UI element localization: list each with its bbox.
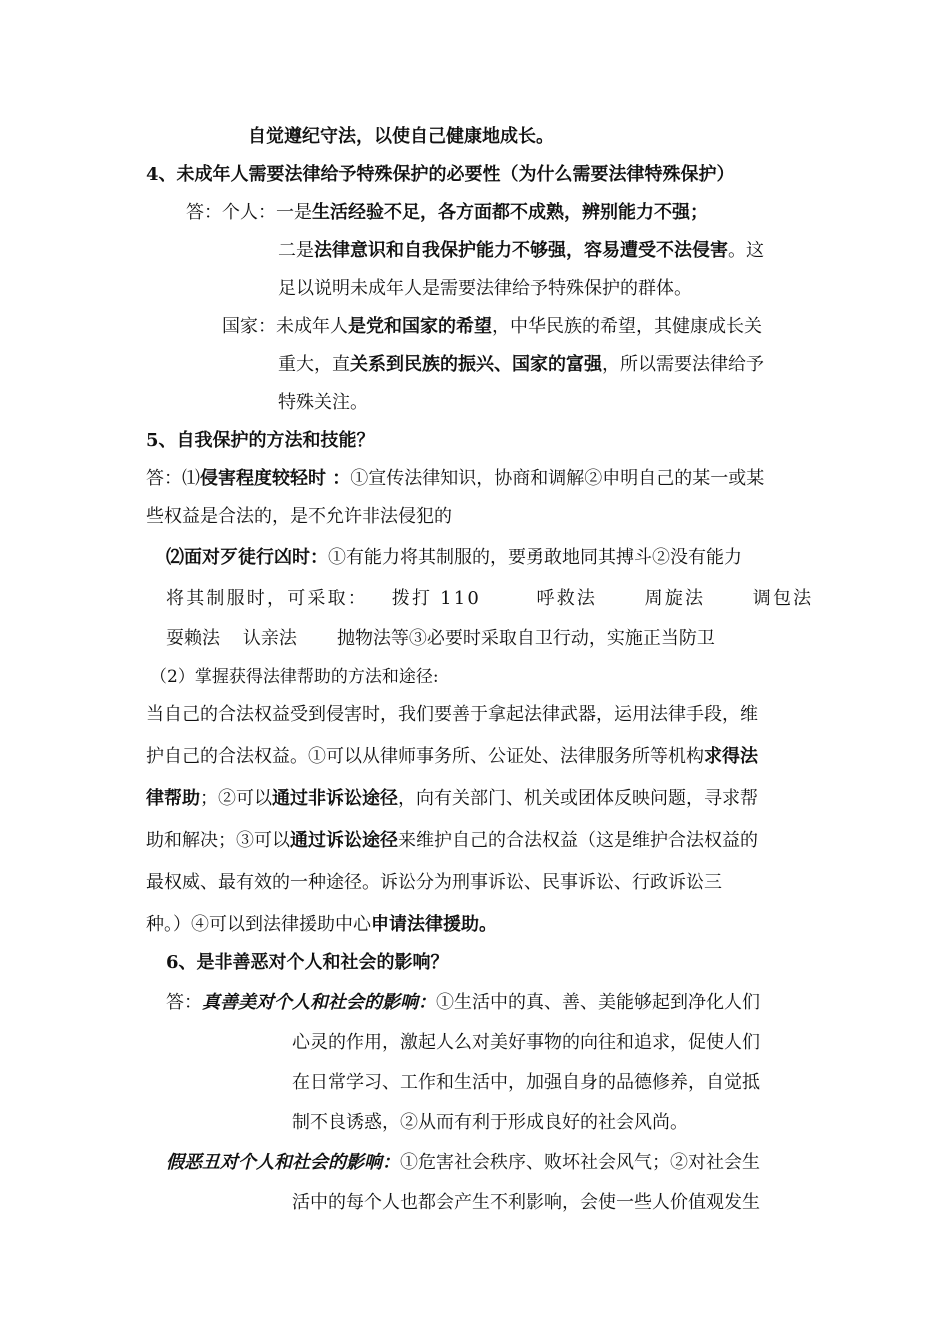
text-line: 种。）④可以到法律援助中心申请法律援助。 bbox=[146, 914, 497, 935]
question-4-heading: 4、未成年人需要法律给予特殊保护的必要性（为什么需要法律特殊保护） bbox=[146, 164, 735, 185]
text-line: 重大，直关系到民族的振兴、国家的富强，所以需要法律给予 bbox=[278, 354, 764, 375]
text-line: 律帮助；②可以通过非诉讼途径，向有关部门、机关或团体反映问题，寻求帮 bbox=[146, 788, 758, 809]
subheading: （2）掌握获得法律帮助的方法和途径: bbox=[150, 667, 439, 687]
text-line: 护自己的合法权益。①可以从律师事务所、公证处、法律服务所等机构求得法 bbox=[146, 746, 758, 767]
text-line: 当自己的合法权益受到侵害时，我们要善于拿起法律武器，运用法律手段，维 bbox=[146, 704, 758, 725]
text-line: 心灵的作用，激起人么对美好事物的向往和追求，促使人们 bbox=[292, 1032, 760, 1053]
text-line: 制不良诱惑，②从而有利于形成良好的社会风尚。 bbox=[292, 1112, 688, 1133]
text-line: 最权威、最有效的一种途径。诉讼分为刑事诉讼、民事诉讼、行政诉讼三 bbox=[146, 872, 722, 893]
text-line: 在日常学习、工作和生活中，加强自身的品德修养，自觉抵 bbox=[292, 1072, 760, 1093]
text-line: 将其制服时，可采取： 拨打 110 呼救法 周旋法 调包法 bbox=[166, 588, 814, 609]
text-line: 二是法律意识和自我保护能力不够强，容易遭受不法侵害。这 bbox=[278, 240, 764, 261]
text-line: ⑵面对歹徒行凶时：①有能力将其制服的，要勇敢地同其搏斗②没有能力 bbox=[166, 547, 742, 568]
text-line: 答：⑴侵害程度较轻时 ：①宣传法律知识，协商和调解②申明自己的某一或某 bbox=[146, 468, 765, 489]
text-line: 自觉遵纪守法，以使自己健康地成长。 bbox=[248, 126, 554, 147]
text-line: 答：真善美对个人和社会的影响：①生活中的真、善、美能够起到净化人们 bbox=[166, 992, 760, 1013]
text-line: 假恶丑对个人和社会的影响：①危害社会秩序、败坏社会风气；②对社会生 bbox=[166, 1152, 760, 1173]
text-line: 答：个人：一是生活经验不足，各方面都不成熟，辨别能力不强； bbox=[186, 202, 708, 223]
text-line: 耍赖法 认亲法 抛物法等③必要时采取自卫行动，实施正当防卫 bbox=[166, 628, 715, 649]
text-line: 国家：未成年人是党和国家的希望，中华民族的希望，其健康成长关 bbox=[222, 316, 762, 337]
question-6-heading: 6、是非善恶对个人和社会的影响？ bbox=[166, 952, 449, 973]
text-line: 助和解决；③可以通过诉讼途径来维护自己的合法权益（这是维护合法权益的 bbox=[146, 830, 758, 851]
text-line: 活中的每个人也都会产生不利影响，会使一些人价值观发生 bbox=[292, 1192, 760, 1213]
text-line: 特殊关注。 bbox=[278, 392, 368, 413]
text-line: 足以说明未成年人是需要法律给予特殊保护的群体。 bbox=[278, 278, 692, 299]
question-5-heading: 5、自我保护的方法和技能？ bbox=[146, 430, 375, 451]
text-line: 些权益是合法的，是不允许非法侵犯的 bbox=[146, 506, 452, 527]
